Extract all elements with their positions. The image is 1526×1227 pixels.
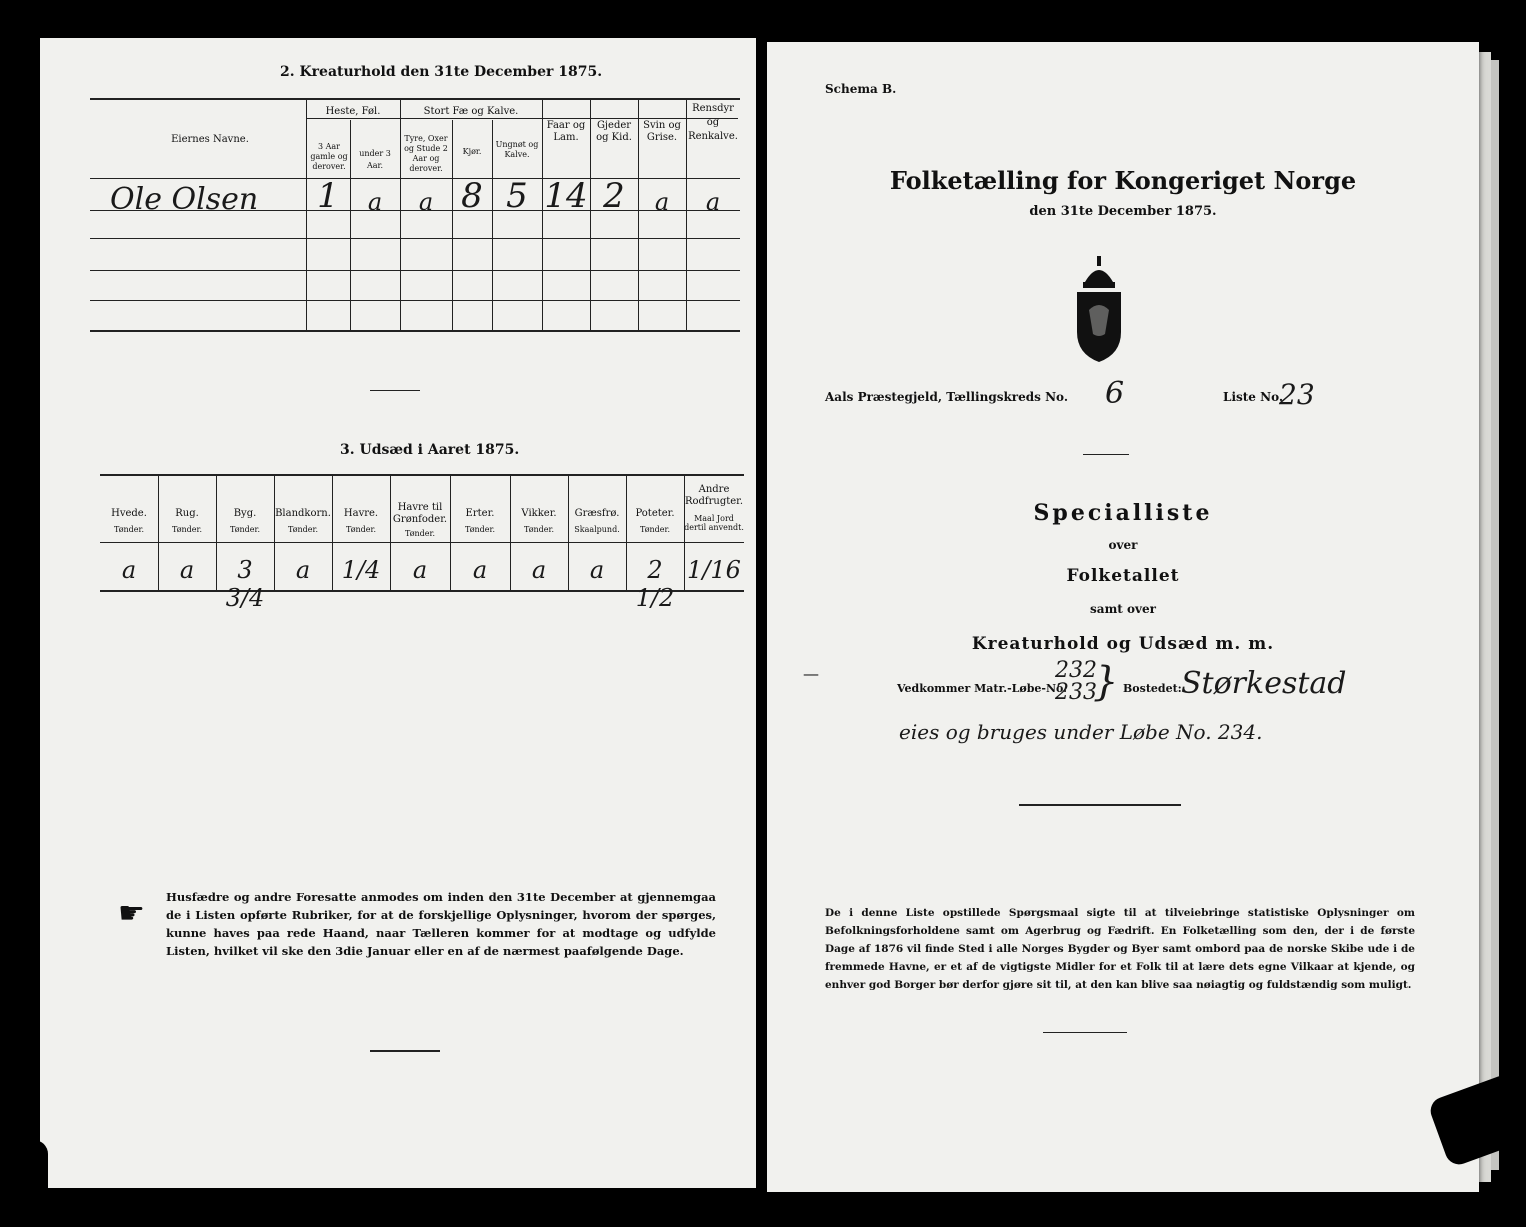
poteter-unit: Tønder. <box>639 525 671 534</box>
havre-gronfoder-header: Havre til Grønfoder. <box>392 502 448 525</box>
rensdyr-value: a <box>705 188 721 216</box>
info-paragraph: De i denne Liste opstillede Spørgsmaal sigte til at tilveiebringe statistiske Oplysninger om Befolkningsforholdene samt om Agerbrug og Fædrift. En Folketælling som den, der i de første Dage af 1876 vil finde Sted i alle Norges Bygder og Byer samt ombord paa de norske Skibe ude i de fremmede Havne, er et af de vigtigste Midler for et Folk til at lære dets egne Vilkaar at kjende, og enhver god Borger bør derfor gjøre sit til, at den kan blive saa nøiagtig og fuldstændig som muligt. <box>825 907 1415 991</box>
owner-header: Eiernes Navne. <box>171 134 249 145</box>
matr-no-2: 233 <box>1055 680 1097 705</box>
samt-over-text: samt over <box>1090 602 1156 616</box>
page-edge <box>1479 52 1491 1182</box>
faar-value: 14 <box>544 176 588 216</box>
page-edge <box>1491 60 1499 1170</box>
heste-col-header: 3 Aar gamle og derover. <box>310 142 348 171</box>
vikker-header: Vikker. <box>521 508 557 519</box>
section-3-title: 3. Udsæd i Aaret 1875. <box>340 442 520 458</box>
specialliste-heading: Specialliste <box>1033 500 1213 526</box>
graesfro-value: a <box>589 556 605 584</box>
notice-text: Husfædre og andre Foresatte anmodes om inden den 31te December at gjennemgaa de i Listen opførte Rubriker, for at de forskjellige Oplysninger, hvorom der spørges, kunne haves paa rede Haand, naar Tælleren kommer for at modtage og udfylde Listen, hvilket vil ske den 3die Januar eller en af de nærmest paafølgende Dage. <box>166 890 716 958</box>
heste-header: Heste, Føl. <box>325 106 381 117</box>
prestegjeld-label: Aals Præstegjeld, Tællingskreds No. <box>825 390 1069 404</box>
havre-unit: Tønder. <box>345 525 377 534</box>
byg-unit: Tønder. <box>229 525 261 534</box>
havre-gronfoder-unit: Tønder. <box>404 529 436 538</box>
heste-3aar-value: 1 <box>317 176 339 216</box>
graesfro-header: Græsfrø. <box>574 508 620 519</box>
pointing-hand-icon: ☛ <box>118 896 145 931</box>
stortfae-col-header: Kjør. <box>462 147 482 156</box>
svin-header: Svin og Grise. <box>643 120 681 143</box>
stortfae-header: Stort Fæ og Kalve. <box>423 106 519 117</box>
rug-header: Rug. <box>175 508 199 519</box>
rule <box>90 330 740 332</box>
rule <box>100 542 744 543</box>
andre-value: 1/16 <box>687 556 741 584</box>
andre-header: Andre Rodfrugter. <box>684 484 744 507</box>
rug-unit: Tønder. <box>171 525 203 534</box>
over-text: over <box>1108 538 1138 552</box>
matr-no-1: 232 <box>1055 658 1097 683</box>
handwritten-note: eies og bruges under Løbe No. 234. <box>899 720 1263 744</box>
svin-value: a <box>654 188 670 216</box>
heste-col-header: under 3 Aar. <box>359 149 391 170</box>
faar-header: Faar og Lam. <box>546 120 586 143</box>
ungnot-value: 5 <box>506 176 528 216</box>
arrow-mark: — <box>803 664 819 683</box>
brace: } <box>1093 659 1119 705</box>
bostedet-label: Bostedet: <box>1123 682 1182 695</box>
liste-value: 23 <box>1279 378 1315 411</box>
erter-header: Erter. <box>465 508 495 519</box>
blandkorn-value: a <box>295 556 311 584</box>
separator <box>1043 1032 1127 1033</box>
vikker-value: a <box>531 556 547 584</box>
right-page <box>767 42 1479 1192</box>
folketallet-heading: Folketallet <box>1066 566 1180 586</box>
rule <box>90 300 740 301</box>
separator <box>1019 804 1181 806</box>
bostedet-value: Størkestad <box>1181 666 1347 701</box>
stortfae-col-header: Tyre, Oxer og Stude 2 Aar og derover. <box>404 134 448 173</box>
vikker-unit: Tønder. <box>523 525 555 534</box>
rule <box>90 238 740 239</box>
rule <box>90 178 740 179</box>
census-date: den 31te December 1875. <box>1029 204 1217 219</box>
rensdyr-header: Rensdyr og Renkalve. <box>688 103 738 142</box>
stortfae-col-header: Ungnøt og Kalve. <box>495 140 539 159</box>
havre-gronfoder-value: a <box>412 556 428 584</box>
byg-header: Byg. <box>233 508 257 519</box>
liste-label: Liste No. <box>1223 390 1284 404</box>
erter-unit: Tønder. <box>464 525 496 534</box>
blandkorn-unit: Tønder. <box>287 525 319 534</box>
separator <box>370 390 420 391</box>
heste-under-value: a <box>367 188 383 216</box>
census-title: Folketælling for Kongeriget Norge <box>889 166 1357 195</box>
tyre-value: a <box>418 188 434 216</box>
poteter-value: 2 1/2 <box>635 556 675 612</box>
thumb-shadow <box>0 1140 48 1227</box>
blandkorn-header: Blandkorn. <box>275 508 331 519</box>
gjeder-value: 2 <box>603 176 625 216</box>
separator <box>370 1050 440 1052</box>
tellingskreds-value: 6 <box>1105 376 1125 411</box>
separator <box>1083 454 1129 455</box>
rug-value: a <box>179 556 195 584</box>
havre-value: 1/4 <box>341 556 381 584</box>
section-2-title: 2. Kreaturhold den 31te December 1875. <box>280 64 603 80</box>
byg-value: 3 3/4 <box>225 556 265 612</box>
rule <box>306 118 738 119</box>
owner-name: Ole Olsen <box>110 182 259 217</box>
rule <box>100 474 744 476</box>
poteter-header: Poteter. <box>635 508 675 519</box>
graesfro-unit: Skaalpund. <box>574 525 620 534</box>
hvede-unit: Tønder. <box>113 525 145 534</box>
schema-label: Schema B. <box>825 82 897 96</box>
gjeder-header: Gjeder og Kid. <box>596 120 632 143</box>
left-page <box>40 38 756 1188</box>
erter-value: a <box>472 556 488 584</box>
matr-label: Vedkommer Matr.-Løbe-No. <box>897 682 1067 695</box>
kjor-value: 8 <box>461 176 483 216</box>
kreaturhold-heading: Kreaturhold og Udsæd m. m. <box>971 634 1275 654</box>
hvede-header: Hvede. <box>111 508 147 519</box>
havre-header: Havre. <box>343 508 379 519</box>
rule <box>90 270 740 271</box>
coat-of-arms-icon <box>1071 254 1127 364</box>
rule <box>90 98 740 100</box>
hvede-value: a <box>121 556 137 584</box>
andre-unit: Maal Jord dertil anvendt. <box>684 514 744 532</box>
